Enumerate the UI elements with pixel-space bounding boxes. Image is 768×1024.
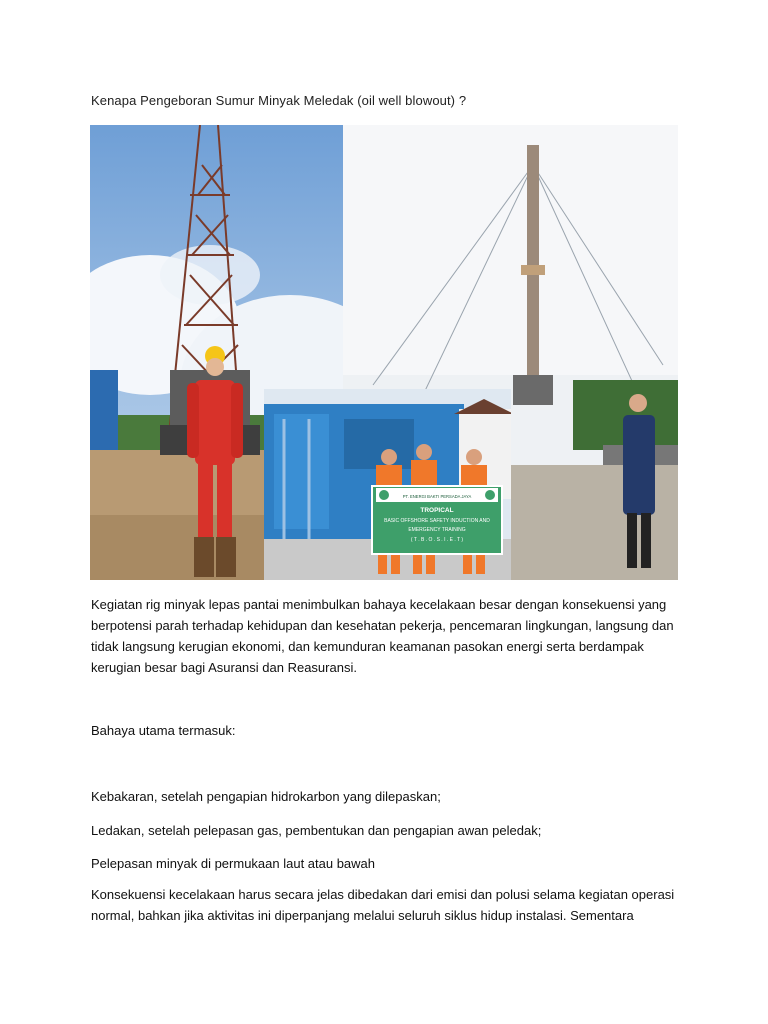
- document-title: Kenapa Pengeboran Sumur Minyak Meledak (oil well blowout) ?: [91, 93, 467, 108]
- banner-company: PT. ENERGI BAKTI PERSADA JAYA: [402, 494, 472, 499]
- banner-line1: BASIC OFFSHORE SAFETY INDUCTION AND: [384, 518, 490, 524]
- consequence-paragraph: Konsekuensi kecelakaan harus secara jelas dibedakan dari emisi dan polusi selama kegiatan operasi normal, bahkan jika aktivitas ini diperpanjang melalui seluruh siklus hidup instalasi. Sementara: [91, 887, 675, 923]
- hazard-item: Ledakan, setelah pelepasan gas, pembentukan dan pengapian awan peledak;: [91, 823, 542, 838]
- hazard-item: Pelepasan minyak di permukaan laut atau bawah: [91, 856, 376, 871]
- banner-line3: ( T . B . O . S . I . E . T ): [410, 537, 464, 543]
- banner-title: TROPICAL: [420, 507, 454, 514]
- intro-paragraph: Kegiatan rig minyak lepas pantai menimbulkan bahaya kecelakaan besar dengan konsekuensi yang berpotensi parah terhadap kehidupan dan kesehatan pekerja, pencemaran lingkungan, langsung dan tidak langsung kerugian ekonomi, dan kemunduran keamanan pasokan energi serta berdampak kerugian besar bagi Asuransi dan Reasuransi.: [91, 597, 674, 675]
- banner-line2: EMERGENCY TRAINING: [408, 527, 466, 533]
- hazards-heading: Bahaya utama termasuk:: [91, 723, 236, 738]
- hazard-item: Kebakaran, setelah pengapian hidrokarbon yang dilepaskan;: [91, 789, 441, 804]
- training-photo: [264, 389, 511, 580]
- photo-collage: [90, 125, 678, 580]
- training-banner: [372, 486, 502, 554]
